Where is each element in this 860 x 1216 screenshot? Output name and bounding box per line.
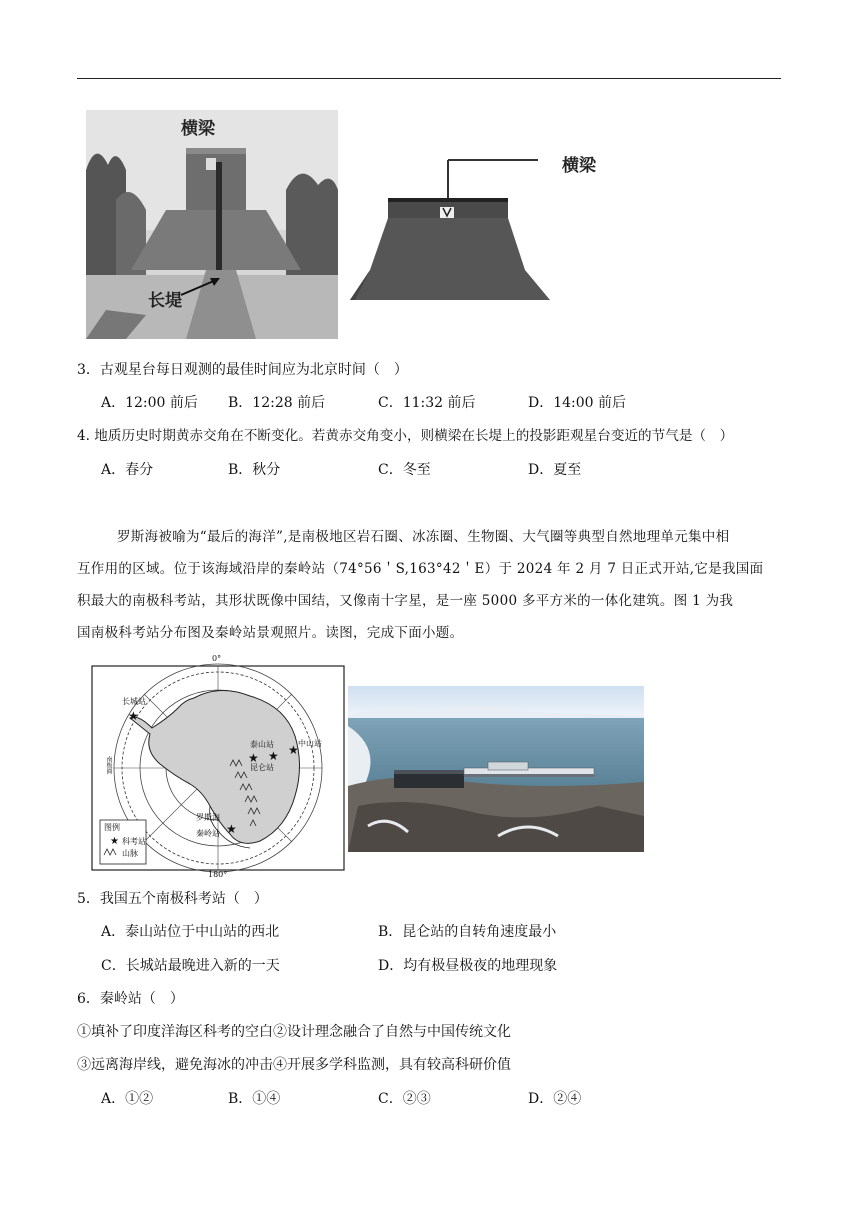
q5-option-b: B．昆仑站的自转角速度最小 [378, 924, 557, 940]
map-top-lon: 0° [212, 654, 222, 663]
svg-text:★: ★ [226, 822, 237, 836]
station-zhongshan-label: 中山站 [298, 739, 322, 748]
passage-line-3: 积最大的南极科考站，其形状既像中国结，又像南十字星，是一座 5000 多平方米的一体化建筑。图 1 为我 [77, 593, 734, 609]
station-changcheng-label: 长城站 [122, 697, 146, 706]
svg-text:★: ★ [288, 743, 299, 757]
q4-option-d: D．夏至 [528, 462, 582, 478]
beam-label-sketch: 横梁 [562, 156, 596, 176]
qinling-station-photo [348, 686, 644, 852]
legend-title: 图例 [104, 823, 120, 832]
passage-line-1: 罗斯海被喻为“最后的海洋”,是南极地区岩石圈、冰冻圈、生物圈、大气圈等典型自然地理单元集中相 [117, 529, 730, 545]
map-bottom-lon: 180° [208, 870, 228, 879]
antarctica-map [90, 656, 346, 880]
q4-stem: 4. 地质历史时期黄赤交角在不断变化。若黄赤交角变小，则横梁在长堤上的投影距观星台变近的节气是（ ） [77, 428, 734, 444]
q6-statements-1: ①填补了印度洋海区科考的空白②设计理念融合了自然与中国传统文化 [77, 1024, 511, 1040]
q3-option-d: D．14:00 前后 [528, 395, 627, 411]
q5-stem: 5．我国五个南极科考站（ ） [77, 891, 268, 907]
svg-text:★: ★ [248, 751, 259, 765]
observatory-photo-drawing [86, 110, 338, 339]
qinling-station-photo-drawing [348, 686, 644, 852]
q3-option-a: A．12:00 前后 [101, 395, 198, 411]
q6-option-d: D．②④ [528, 1091, 582, 1107]
q6-option-c: C．②③ [378, 1091, 431, 1107]
circle-label: 南极圈 [105, 756, 112, 774]
q4-option-a: A．春分 [101, 462, 154, 478]
legend-mountain: 山脉 [122, 849, 138, 858]
q5-option-c: C．长城站最晚进入新的一天 [101, 958, 280, 974]
q5-option-a: A．泰山站位于中山站的西北 [101, 924, 280, 940]
station-qinling-label: 秦岭站 [196, 829, 220, 838]
beam-label-photo: 横梁 [181, 119, 215, 139]
observatory-photo [86, 110, 338, 339]
observatory-sketch [350, 150, 610, 305]
svg-text:★: ★ [128, 709, 139, 723]
q4-option-b: B．秋分 [228, 462, 281, 478]
q3-stem: 3．古观星台每日观测的最佳时间应为北京时间（ ） [77, 362, 408, 378]
q3-option-c: C．11:32 前后 [378, 395, 476, 411]
header-rule [77, 78, 781, 79]
q3-option-b: B．12:28 前后 [228, 395, 326, 411]
ross-sea-label: 罗斯海 [196, 813, 220, 822]
legend-station: 科考站 [122, 837, 146, 846]
q4-option-c: C．冬至 [378, 462, 431, 478]
svg-text:★: ★ [268, 749, 279, 763]
q6-option-a: A．①② [101, 1091, 154, 1107]
q6-stem: 6．秦岭站（ ） [77, 991, 184, 1007]
dike-label: 长堤 [148, 291, 182, 311]
station-taishan-label: 泰山站 [250, 740, 274, 749]
q5-option-d: D．均有极昼极夜的地理现象 [378, 958, 558, 974]
q6-statements-2: ③远离海岸线，避免海冰的冲击④开展多学科监测，具有较高科研价值 [77, 1057, 511, 1073]
station-kunlun-label: 昆仑站 [250, 763, 274, 772]
svg-text:★: ★ [110, 836, 119, 847]
q6-option-b: B．①④ [228, 1091, 281, 1107]
passage-line-2: 互作用的区域。位于该海域沿岸的秦岭站（74°56＇S,163°42＇E）于 2024 年 2 月 7 日正式开站,它是我国面 [77, 561, 764, 577]
passage-line-4: 国南极科考站分布图及秦岭站景观照片。读图，完成下面小题。 [77, 625, 464, 641]
